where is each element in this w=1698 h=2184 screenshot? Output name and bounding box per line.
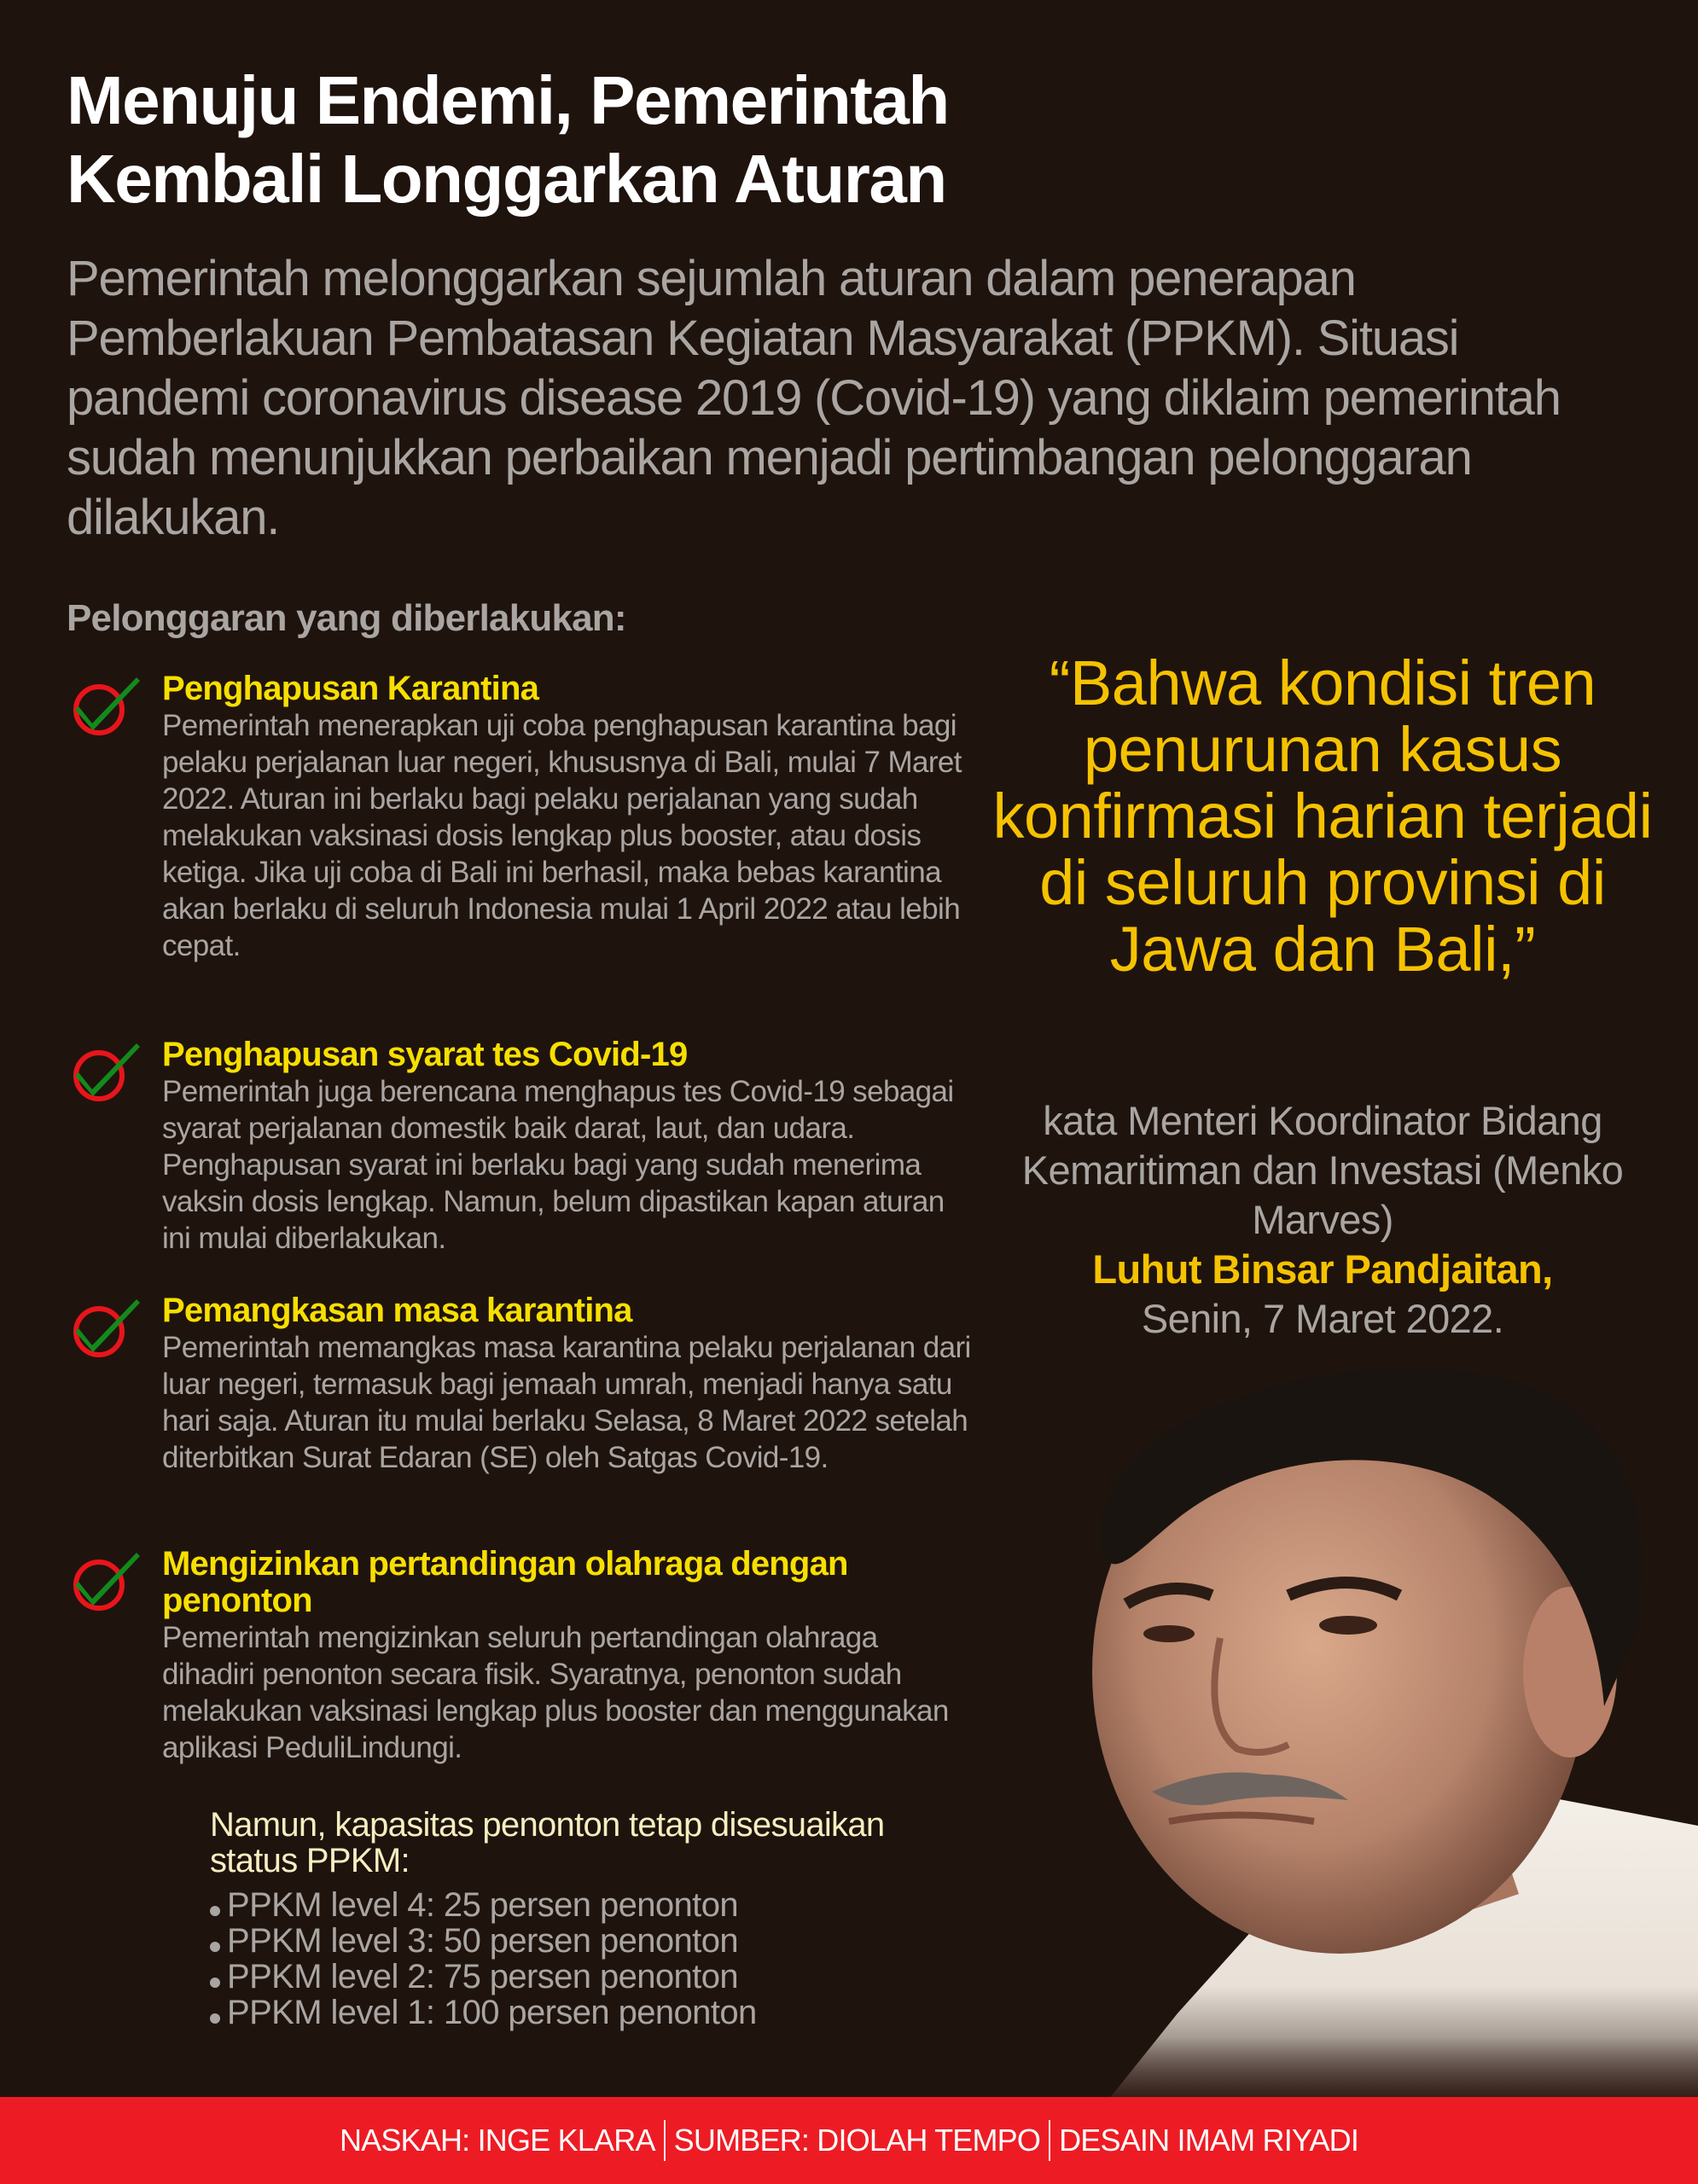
capacity-box [210, 1807, 893, 2030]
item-title: Pemangkasan masa karantina [162, 1292, 632, 1329]
lead-paragraph: Pemerintah melonggarkan sejumlah aturan dalam penerapan Pemberlakuan Pembatasan Kegiatan Masyarakat (PPKM). Situasi pandemi coronavirus disease 2019 (Covid-19) yang diklaim pemerintah sudah menunjukkan perbaikan menjadi pertimbangan pelonggaran dilakukan. [67, 251, 1561, 545]
capacity-note: Namun, kapasitas penonton tetap disesuaikan status PPKM: [210, 1806, 885, 1879]
divider [664, 2120, 666, 2161]
divider [1049, 2120, 1050, 2161]
page-title [67, 61, 1176, 218]
bullet-icon [210, 1906, 220, 1916]
check-in-circle-icon [67, 671, 143, 737]
list-item: PPKM level 4: 25 persen penonton [210, 1887, 893, 1923]
bullet-icon [210, 1942, 220, 1952]
check-in-circle-icon [67, 1292, 143, 1359]
credit-source: SUMBER: DIOLAH TEMPO [673, 2123, 1041, 2158]
item-title: Penghapusan syarat tes Covid-19 [162, 1036, 688, 1073]
speaker-name: Luhut Binsar Pandjaitan, [1092, 1246, 1553, 1292]
list-item: PPKM level 3: 50 persen penonton [210, 1923, 893, 1959]
pull-quote: “Bahwa kondisi tren penurunan kasus konfirmasi harian terjadi di seluruh provinsi di Jawa dan Bali,” [992, 648, 1653, 985]
title-line-2: Kembali Longgarkan Aturan [67, 141, 946, 217]
section-heading: Pelonggaran yang diberlakukan: [67, 597, 626, 639]
item-title: Mengizinkan pertandingan olahraga dengan penonton [162, 1545, 848, 1619]
quote-date: Senin, 7 Maret 2022. [1141, 1296, 1504, 1341]
item-title: Penghapusan Karantina [162, 670, 539, 707]
credit-design: DESAIN IMAM RIYADI [1059, 2123, 1359, 2158]
check-in-circle-icon [67, 1546, 143, 1612]
list-item: PPKM level 1: 100 persen penonton [210, 1995, 893, 2030]
list-item: PPKM level 2: 75 persen penonton [210, 1959, 893, 1995]
portrait-photo [1007, 1348, 1698, 2099]
title-line-1: Menuju Endemi, Pemerintah [67, 62, 949, 138]
item-body: Pemerintah juga berencana menghapus tes Covid-19 sebagai syarat perjalanan domestik baik darat, laut, dan udara. Penghapusan syarat ini berlaku bagi yang sudah menerima vaksin dosis lengkap. Namun, belum dipastikan kapan aturan ini mulai diberlakukan. [162, 1075, 954, 1255]
bullet-icon [210, 1978, 220, 1988]
credit-writer: NASKAH: INGE KLARA [339, 2123, 655, 2158]
attribution-prefix: kata Menteri Koordinator Bidang Kemaritiman dan Investasi (Menko Marves) [1021, 1098, 1624, 1242]
credits-footer [0, 2097, 1698, 2184]
relaxation-item [67, 671, 971, 964]
relaxation-item [67, 1037, 971, 1257]
relaxation-item [67, 1292, 971, 1476]
capacity-list [210, 1887, 893, 2030]
relaxation-item [67, 1546, 971, 1766]
check-in-circle-icon [67, 1037, 143, 1103]
item-body: Pemerintah mengizinkan seluruh pertandingan olahraga dihadiri penonton secara fisik. Syaratnya, penonton sudah melakukan vaksinasi lengkap plus booster dan menggunakan aplikasi PeduliLindungi. [162, 1621, 949, 1764]
bullet-icon [210, 2013, 220, 2024]
item-body: Pemerintah memangkas masa karantina pelaku perjalanan dari luar negeri, termasuk bagi jemaah umrah, menjadi hanya satu hari saja. Aturan itu mulai berlaku Selasa, 8 Maret 2022 setelah diterbitkan Surat Edaran (SE) oleh Satgas Covid-19. [162, 1331, 971, 1474]
item-body: Pemerintah menerapkan uji coba penghapusan karantina bagi pelaku perjalanan luar negeri, khususnya di Bali, mulai 7 Maret 2022. Aturan ini berlaku bagi pelaku perjalanan yang sudah melakukan vaksinasi dosis lengkap plus booster, atau dosis ketiga. Jika uji coba di Bali ini berhasil, maka bebas karantina akan berlaku di seluruh Indonesia mulai 1 April 2022 atau lebih cepat. [162, 709, 962, 962]
quote-attribution [990, 1096, 1655, 1344]
